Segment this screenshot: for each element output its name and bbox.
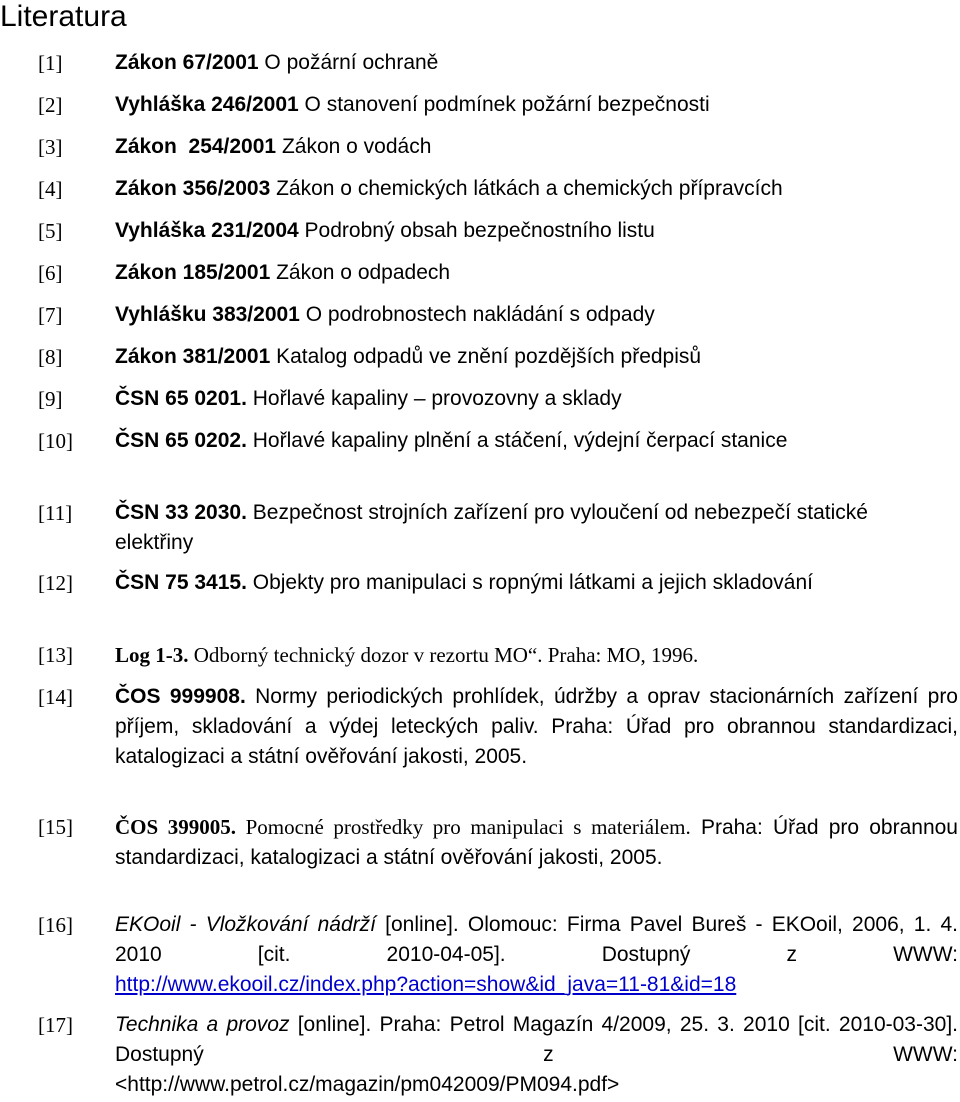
reference-number: [8] [38,345,63,369]
reference-url-text: <http://www.petrol.cz/magazin/pm042009/PM094.pdf> [115,1073,620,1096]
reference-text: ČOS 999908. Normy periodických prohlídek, údržby a oprav stacionárních zařízení pro příjem, skladování a výdej leteckých paliv. Praha: Úřad pro obrannou standardizaci, katalogizaci a státní ověřování jakosti, 2005. [115,685,958,768]
reference-number: [17] [38,1013,73,1037]
reference-text: Technika a provoz [online]. Praha: Petrol Magazín 4/2009, 25. 3. 2010 [cit. 2010-03-30]. Dostupný z WWW: <http://www.petrol.cz/magazin/pm042009/PM094.pdf> [115,1010,958,1100]
reference-number: [13] [38,643,73,667]
reference-text: Zákon 67/2001 O požární ochraně [115,51,439,74]
reference-number: [1] [38,51,63,75]
reference-text: Zákon 356/2003 Zákon o chemických látkách a chemických přípravcích [115,177,783,200]
reference-number: [9] [38,387,63,411]
reference-lead: ČOS 999908. [115,685,246,708]
reference-lead: Zákon 356/2003 [115,177,271,200]
reference-number: [12] [38,571,73,595]
reference-lead: ČSN 33 2030. [115,501,247,524]
reference-lead: Zákon 254/2001 [115,135,277,158]
reference-text: ČSN 65 0202. Hořlavé kapaliny plnění a stáčení, výdejní čerpací stanice [115,429,788,452]
reference-link[interactable]: http://www.ekooil.cz/index.php?action=show&id_java=11-81&id=18 [115,973,737,996]
reference-text: ČSN 75 3415. Objekty pro manipulaci s ropnými látkami a jejich skladování [115,571,813,594]
reference-title: EKOoil - Vložkování nádrží [115,913,376,936]
reference-text: Vyhlášku 383/2001 O podrobnostech nakládání s odpady [115,303,655,326]
page-heading: Literatura [0,0,127,33]
reference-number: [6] [38,261,63,285]
reference-text: Zákon 185/2001 Zákon o odpadech [115,261,451,284]
reference-lead: Zákon 67/2001 [115,51,259,74]
reference-lead: ČSN 75 3415. [115,571,247,594]
reference-number: [15] [38,815,73,839]
reference-lead: ČSN 65 0202. [115,429,247,452]
reference-text: Zákon 254/2001 Zákon o vodách [115,135,432,158]
reference-number: [11] [38,501,73,525]
reference-text: Log 1-3. Odborný technický dozor v rezortu MO“. Praha: MO, 1996. [115,643,699,667]
reference-text: ČOS 399005. Pomocné prostředky pro manipulaci s materiálem. Praha: Úřad pro obrannou standardizaci, katalogizaci a státní ověřování jakosti, 2005. [115,815,958,869]
reference-text: EKOoil - Vložkování nádrží [online]. Olomouc: Firma Pavel Bureš - EKOoil, 2006, 1. 4. 2010 [cit. 2010-04-05]. Dostupný z WWW: http://www.ekooil.cz/index.php?action=show&id_java=11-81&id=18 [115,910,958,1000]
reference-text: Zákon 381/2001 Katalog odpadů ve znění pozdějších předpisů [115,345,702,368]
reference-lead: Vyhlášku 383/2001 [115,303,300,326]
reference-number: [2] [38,93,63,117]
reference-number: [3] [38,135,63,159]
reference-lead: Vyhláška 231/2004 [115,219,299,242]
reference-text: Vyhláška 246/2001 O stanovení podmínek požární bezpečnosti [115,93,710,116]
reference-lead: Zákon 185/2001 [115,261,271,284]
reference-number: [5] [38,219,63,243]
reference-lead: Log 1-3. [115,643,189,667]
reference-number: [4] [38,177,63,201]
reference-number: [7] [38,303,63,327]
reference-number: [16] [38,913,73,937]
reference-number: [10] [38,429,73,453]
reference-text: ČSN 65 0201. Hořlavé kapaliny – provozovny a sklady [115,387,622,410]
reference-text: Vyhláška 231/2004 Podrobný obsah bezpečnostního listu [115,219,655,242]
reference-lead: ČSN 65 0201. [115,387,247,410]
reference-text: ČSN 33 2030. Bezpečnost strojních zařízení pro vyloučení od nebezpečí statické elektřiny [115,501,868,554]
reference-lead: Vyhláška 246/2001 [115,93,299,116]
reference-number: [14] [38,685,73,709]
reference-lead: Zákon 381/2001 [115,345,271,368]
reference-title: Technika a provoz [115,1013,290,1036]
reference-lead: ČOS 399005. [115,815,237,839]
